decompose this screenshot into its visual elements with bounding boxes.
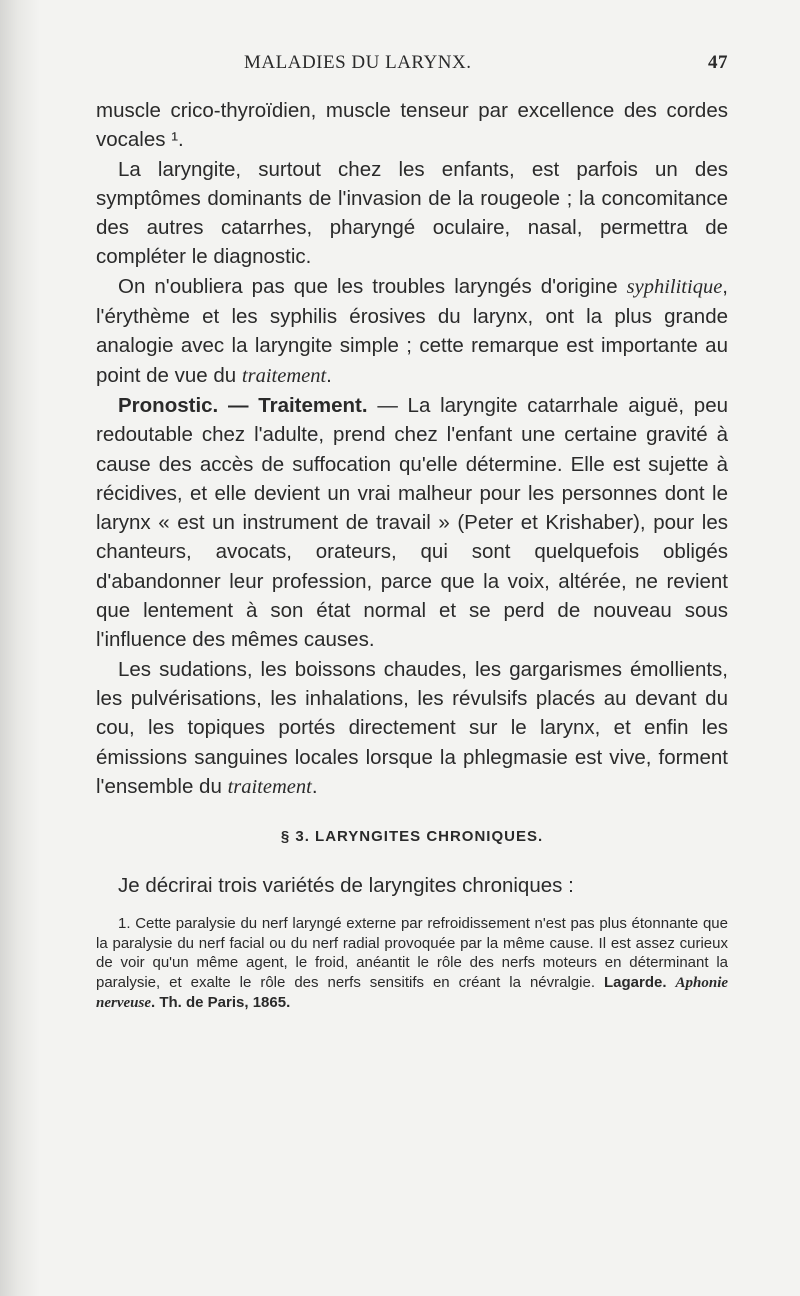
running-head-title: MALADIES DU LARYNX. — [244, 52, 472, 73]
body-text — [96, 96, 728, 802]
book-page — [96, 48, 728, 1014]
run-in-heading-pronostic: Pronostic. — Traitement. — [118, 393, 368, 417]
page-number: 47 — [708, 52, 728, 73]
footnote-text-b: . Th. de Paris, 1865. — [151, 994, 291, 1012]
paragraph-4-text: — La laryngite catarrhale aiguë, peu redoutable chez l'adulte, prend chez l'enfant une certaine gravité à cause des accès de suffocation qu'elle détermine. Elle est sujette à récidives, et elle devient un vrai malheur pour les personnes dont le larynx « est un instrument de travail » (Peter et Krishaber), pour les chanteurs, avocats, orateurs, qui sont quelquefois obligés d'abandonner leur profession, parce que la voix, altérée, ne revient que lentement à son état normal et se perd de nouveau sous l'influence des mêmes causes. — [96, 393, 728, 652]
paragraph-3-text-b: , l'érythème et les syphilis érosives du larynx, ont la plus grande analogie avec la laryngite simple ; cette remarque est importante au point de vue du — [96, 274, 728, 387]
paragraph-3 — [96, 272, 728, 391]
paragraph-4 — [96, 391, 728, 655]
paragraph-3-text-c: . — [326, 363, 332, 387]
paragraph-5-text-b: . — [311, 774, 318, 798]
paragraph-3-text-a: On n'oubliera pas que les troubles laryngés d'origine — [118, 274, 627, 298]
paragraph-5-text-a: Les sudations, les boissons chaudes, les gargarismes émollients, les pulvérisations, les inhalations, les révulsifs placés au devant du cou, les topiques portés directement sur le larynx, et enfin les émissions sanguines locales lorsque la phlegmasie est vive, forment l'ensemble du — [96, 657, 728, 798]
paragraph-5 — [96, 655, 728, 802]
paragraph-3-emphasis-traitement: traitement — [241, 364, 327, 387]
footnote — [96, 914, 728, 1014]
paragraph-5-emphasis-traitement: traitement — [227, 775, 312, 798]
page-gutter-shadow — [0, 0, 40, 1296]
paragraph-1: muscle crico-thyroïdien, muscle tenseur par excellence des cordes vocales ¹. — [96, 99, 728, 152]
paragraph-2: La laryngite, surtout chez les enfants, est parfois un des symptômes dominants de l'invasion de la rougeole ; la concomitance des autres catarrhes, pharyngé oculaire, nasal, permettra de compléter le diagnostic. — [96, 157, 728, 269]
running-head — [96, 48, 728, 76]
footnote-author: Lagarde. — [603, 973, 667, 991]
footnote-work-title: Aphonie nerveuse — [96, 974, 729, 1012]
paragraph-3-emphasis-syphilitique: syphilitique — [626, 275, 723, 298]
section-intro: Je décrirai trois variétés de laryngites chroniques : — [118, 874, 574, 898]
footnote-text-a: 1. Cette paralysie du nerf laryngé externe par refroidissement n'est pas plus étonnante que la paralysie du nerf facial ou du nerf radial provoquée par la même cause. Il est assez curieux de voir qu'un même agent, le froid, anéantit le rôle des nerfs moteurs en déterminant la paralysie, et exalte le rôle des nerfs sensitifs en créant la névralgie. — [96, 915, 728, 991]
section-heading: § 3. LARYNGITES CHRONIQUES. — [280, 828, 544, 846]
